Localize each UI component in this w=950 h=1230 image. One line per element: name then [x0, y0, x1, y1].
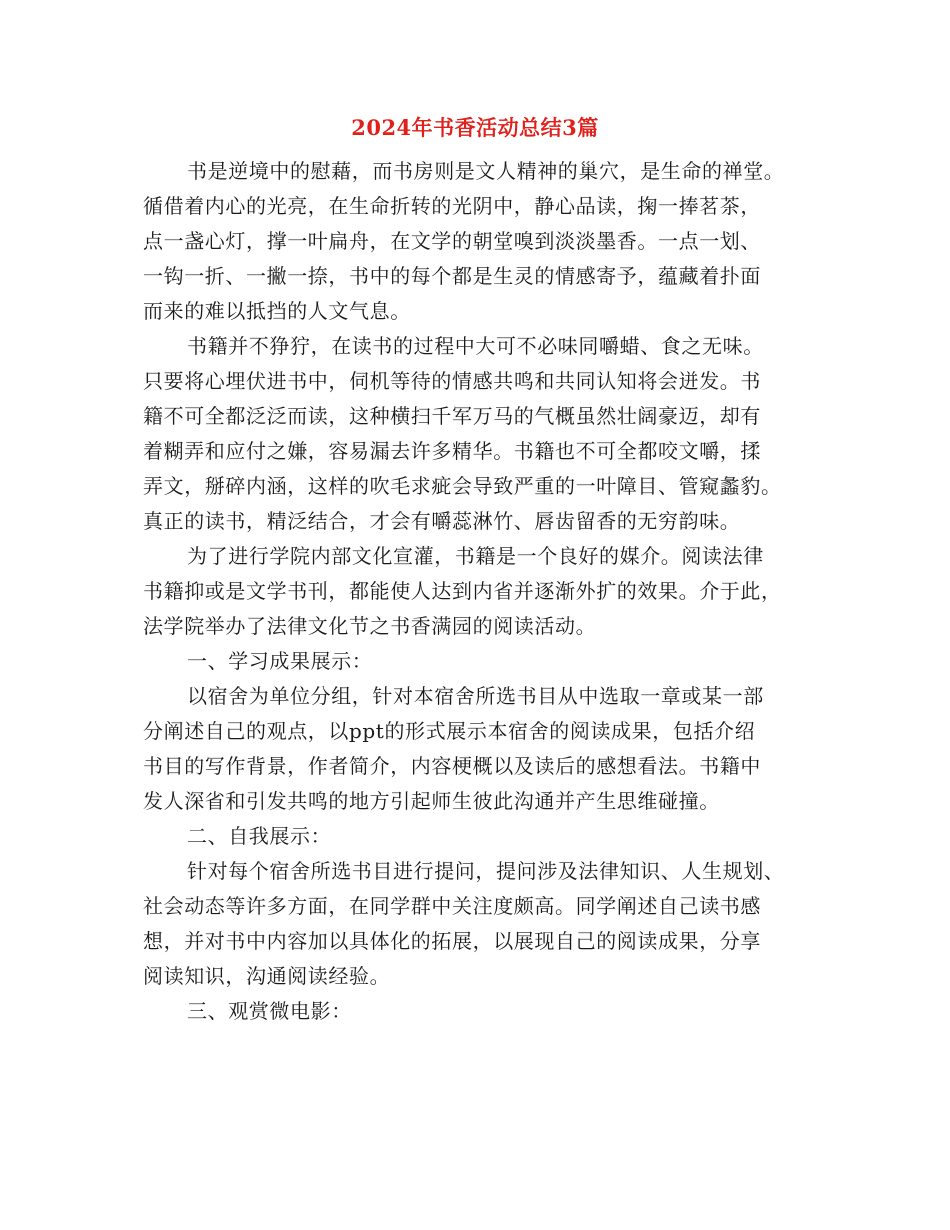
- paragraph: [143, 679, 823, 819]
- text-line: 阅读知识，沟通阅读经验。: [143, 964, 391, 988]
- text-line: 着糊弄和应付之嫌，容易漏去许多精华。书籍也不可全都咬文嚼，揉: [143, 439, 761, 463]
- paragraph: [143, 539, 823, 644]
- text-line: 一、学习成果展示：: [187, 649, 373, 673]
- paragraph: [143, 854, 823, 994]
- document-title: 2024年书香活动总结3篇: [351, 115, 599, 140]
- text-line: 籍不可全都泛泛而读，这种横扫千军万马的气概虽然壮阔豪迈，却有: [143, 404, 761, 428]
- text-line: 一钩一折、一撇一捺，书中的每个都是生灵的情感寄予，蕴藏着扑面: [143, 264, 761, 288]
- text-line: 以宿舍为单位分组，针对本宿舍所选书目从中选取一章或某一部: [187, 684, 764, 708]
- paragraph: [143, 644, 823, 679]
- text-line: 针对每个宿舍所选书目进行提问，提问涉及法律知识、人生规划、: [187, 859, 785, 883]
- document-body: [143, 154, 823, 1029]
- text-line: 点一盏心灯，撑一叶扁舟，在文学的朝堂嗅到淡淡墨香。一点一划、: [143, 229, 761, 253]
- text-line: 循借着内心的光亮，在生命折转的光阴中，静心品读，掬一捧茗茶，: [143, 194, 761, 218]
- paragraph: [143, 154, 823, 329]
- paragraph: [143, 819, 823, 854]
- text-line: 二、自我展示：: [187, 824, 332, 848]
- text-line: 而来的难以抵挡的人文气息。: [143, 299, 411, 323]
- text-line: 法学院举办了法律文化节之书香满园的阅读活动。: [143, 614, 597, 638]
- text-line: 只要将心埋伏进书中，伺机等待的情感共鸣和共同认知将会迸发。书: [143, 369, 761, 393]
- text-line: 弄文，掰碎内涵，这样的吹毛求疵会导致严重的一叶障目、管窥蠡豹。: [143, 474, 782, 498]
- text-line: 书是逆境中的慰藉，而书房则是文人精神的巢穴，是生命的禅堂。: [187, 159, 785, 183]
- text-line: 真正的读书，精泛结合，才会有嚼蕊淋竹、唇齿留香的无穷韵味。: [143, 509, 741, 533]
- text-line: 想，并对书中内容加以具体化的拓展，以展现自己的阅读成果，分享: [143, 929, 761, 953]
- text-line: 书籍并不狰狞，在读书的过程中大可不必味同嚼蜡、食之无味。: [187, 334, 764, 358]
- text-line: 书目的写作背景，作者简介，内容梗概以及读后的感想看法。书籍中: [143, 754, 761, 778]
- text-line: 分阐述自己的观点，以ppt的形式展示本宿舍的阅读成果，包括介绍: [143, 719, 756, 743]
- text-line: 社会动态等许多方面，在同学群中关注度颇高。同学阐述自己读书感: [143, 894, 761, 918]
- text-line: 三、观赏微电影：: [187, 999, 352, 1023]
- paragraph: [143, 994, 823, 1029]
- text-line: 发人深省和引发共鸣的地方引起师生彼此沟通并产生思维碰撞。: [143, 789, 720, 813]
- text-line: 为了进行学院内部文化宣灌，书籍是一个良好的媒介。阅读法律: [187, 544, 764, 568]
- text-line: 书籍抑或是文学书刊，都能使人达到内省并逐渐外扩的效果。介于此，: [143, 579, 782, 603]
- paragraph: [143, 329, 823, 539]
